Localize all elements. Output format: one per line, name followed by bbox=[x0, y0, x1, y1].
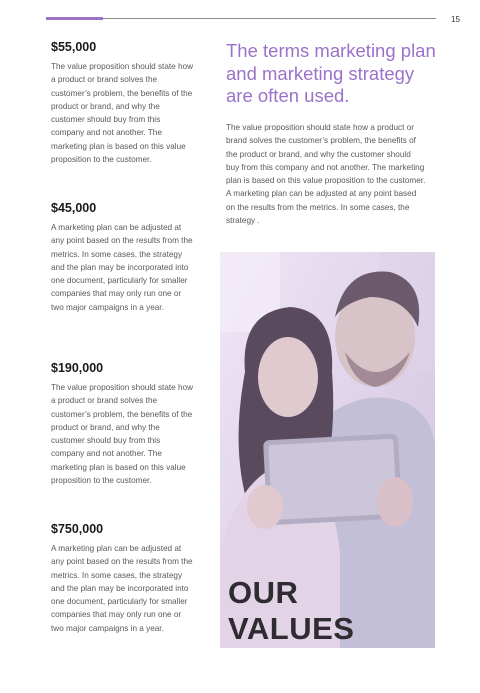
price-amount: $55,000 bbox=[51, 40, 97, 54]
price-block-1 bbox=[51, 40, 193, 166]
price-block-2 bbox=[51, 201, 193, 314]
page-number: 15 bbox=[451, 15, 460, 24]
price-block-3 bbox=[51, 361, 193, 487]
price-description: The value proposition should state how a product or brand solves the customer’s problem, the benefits of the product or brand, and why the customer should buy from this company and not another. The marketing plan is based on this value proposition to the customer. bbox=[51, 383, 194, 486]
section-body-text: The value proposition should state how a product or brand solves the customer’s problem, the benefits of the product or brand, and why the customer should buy from this company and not another. The marketing plan is based on this value proposition to the customer. A marketing plan can be adjusted at any point based on the results from the metrics. In some cases, the strategy . bbox=[226, 123, 426, 226]
price-amount: $750,000 bbox=[51, 522, 104, 536]
overlay-line-2: VALUES bbox=[228, 611, 355, 646]
price-amount: $45,000 bbox=[51, 201, 97, 215]
our-values-overlay bbox=[228, 575, 354, 647]
top-accent-bar bbox=[46, 17, 103, 20]
top-rule bbox=[46, 18, 436, 19]
price-description: The value proposition should state how a product or brand solves the customer’s problem, the benefits of the product or brand, and why the customer should buy from this company and not another. The marketing plan is based on this value proposition to the customer. bbox=[51, 62, 194, 165]
price-amount: $190,000 bbox=[51, 361, 104, 375]
price-description: A marketing plan can be adjusted at any point based on the results from the metrics. In some cases, the strategy and the plan may be incorporated into one document, particularly for smaller companies that may only run one or two major campaigns in a year. bbox=[51, 544, 193, 633]
couple-tablet-photo bbox=[220, 252, 435, 648]
overlay-line-1: OUR bbox=[228, 575, 299, 610]
price-block-4 bbox=[51, 522, 193, 635]
price-description: A marketing plan can be adjusted at any point based on the results from the metrics. In some cases, the strategy and the plan may be incorporated into one document, particularly for smaller companies that may only run one or two major campaigns in a year. bbox=[51, 223, 193, 312]
section-heading: The terms marketing plan and marketing strategy are often used. bbox=[226, 40, 436, 106]
